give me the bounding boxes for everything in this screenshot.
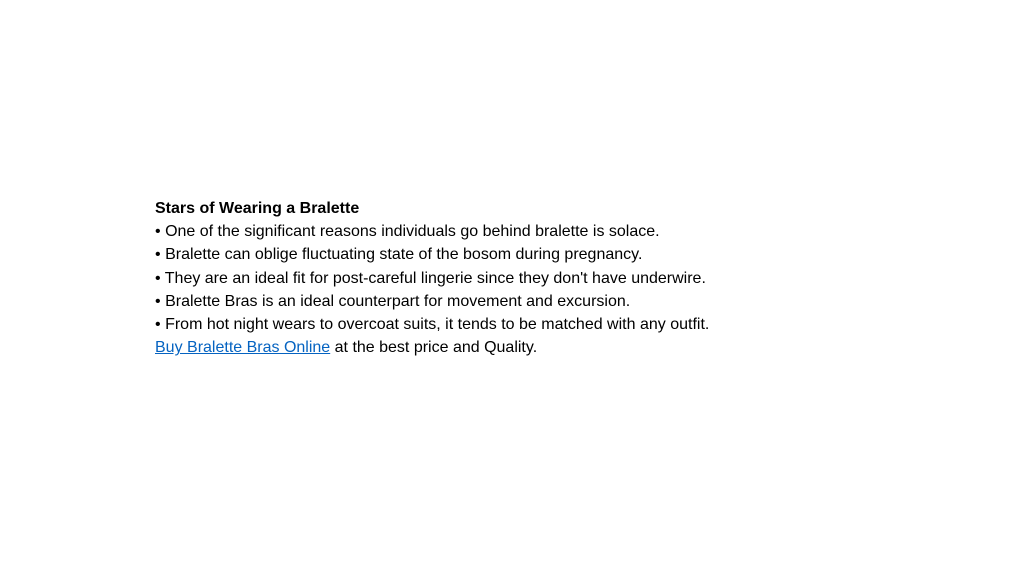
bullet-mark: • [155, 223, 161, 241]
heading: Stars of Wearing a Bralette [155, 200, 360, 217]
bullet-list [155, 220, 935, 336]
bullet-mark: • [155, 269, 161, 287]
bullet-text: From hot night wears to overcoat suits, it tends to be matched with any outfit. [165, 316, 710, 334]
bullet-mark: • [155, 246, 161, 264]
bullet-mark: • [155, 316, 161, 334]
list-item [155, 267, 935, 290]
footer-trailing-text: at the best price and Quality. [330, 339, 538, 357]
list-item [155, 220, 935, 243]
list-item [155, 243, 935, 266]
list-item [155, 290, 935, 313]
text-block [155, 197, 935, 359]
footer-line [155, 336, 935, 359]
buy-bralette-link[interactable]: Buy Bralette Bras Online [155, 339, 331, 357]
list-item [155, 313, 935, 336]
bullet-text: One of the significant reasons individuals go behind bralette is solace. [165, 223, 660, 241]
bullet-mark: • [155, 292, 161, 310]
bullet-text: They are an ideal fit for post-careful lingerie since they don't have underwire. [164, 269, 706, 287]
bullet-text: Bralette Bras is an ideal counterpart for movement and excursion. [165, 292, 631, 310]
bullet-text: Bralette can oblige fluctuating state of the bosom during pregnancy. [165, 246, 643, 264]
